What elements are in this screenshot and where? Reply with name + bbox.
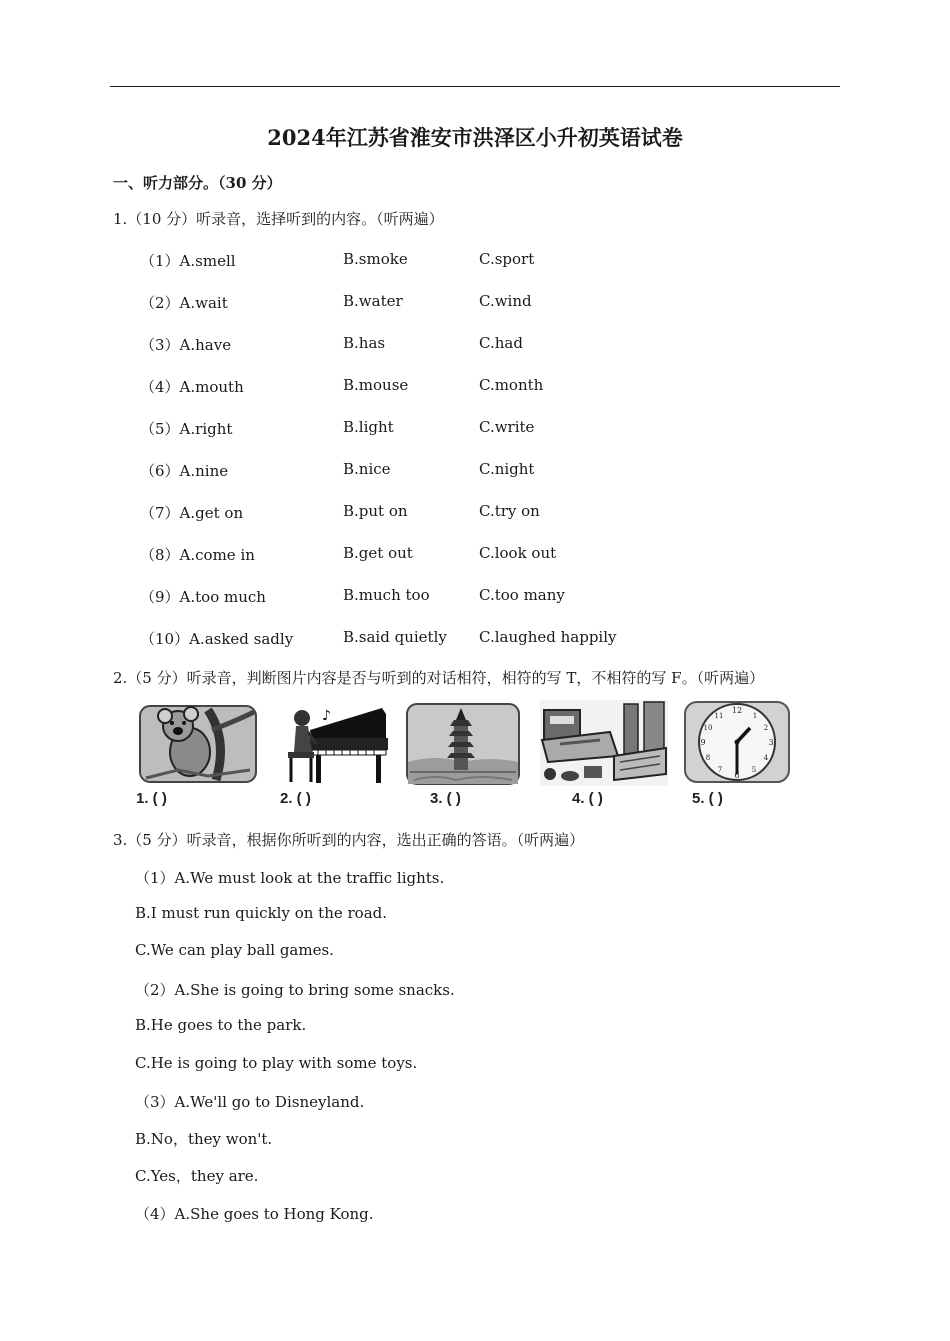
picture-3-label: 3. ( )	[430, 790, 461, 807]
q1-item	[0, 418, 950, 440]
q3-line: B.No，they won't.	[135, 1130, 273, 1148]
svg-text:9: 9	[700, 738, 706, 747]
picture-row	[0, 700, 950, 815]
svg-text:11: 11	[714, 712, 724, 720]
option-c: C.look out	[479, 544, 557, 562]
svg-text:2: 2	[763, 724, 769, 732]
option-a: （4）A.mouth	[140, 378, 244, 396]
q1-item	[0, 628, 950, 650]
option-a: （1）A.smell	[140, 252, 236, 270]
svg-text:12: 12	[731, 706, 743, 715]
option-b: B.water	[343, 292, 403, 310]
koala-icon	[136, 700, 258, 807]
picture-5-label: 5. ( )	[692, 790, 723, 807]
q1-item	[0, 502, 950, 524]
q3-line: C.He is going to play with some toys.	[135, 1054, 418, 1072]
question-2-stem: 2.（5 分）听录音，判断图片内容是否与听到的对话相符，相符的写 T，不相符的写 F。（听两遍）	[113, 669, 765, 687]
q3-line: （2）A.She is going to bring some snacks.	[135, 981, 455, 999]
option-b: B.much too	[343, 586, 430, 604]
picture-2-label: 2. ( )	[280, 790, 311, 807]
option-a: （9）A.too much	[140, 588, 266, 606]
option-c: C.wind	[479, 292, 532, 310]
option-b: B.put on	[343, 502, 408, 520]
q1-item	[0, 376, 950, 398]
q3-line: C.We can play ball games.	[135, 941, 334, 959]
option-c: C.try on	[479, 502, 540, 520]
header-rule	[110, 86, 840, 87]
option-b: B.has	[343, 334, 386, 352]
option-c: C.night	[479, 460, 535, 478]
svg-text:3: 3	[768, 738, 774, 747]
picture-4-label: 4. ( )	[572, 790, 603, 807]
svg-text:1: 1	[752, 712, 758, 720]
option-a: （3）A.have	[140, 336, 232, 354]
svg-text:5: 5	[751, 766, 757, 774]
option-a: （8）A.come in	[140, 546, 255, 564]
page-title: 2024年江苏省淮安市洪泽区小升初英语试卷	[267, 125, 683, 150]
svg-text:7: 7	[717, 766, 723, 774]
option-a: （10）A.asked sadly	[140, 630, 294, 648]
q1-item	[0, 544, 950, 566]
svg-text:10: 10	[703, 724, 713, 732]
clock-icon	[684, 700, 790, 807]
q3-line: B.I must run quickly on the road.	[135, 904, 388, 922]
question-1-stem: 1.（10 分）听录音，选择听到的内容。（听两遍）	[113, 210, 444, 228]
q3-line: B.He goes to the park.	[135, 1016, 307, 1034]
option-c: C.month	[479, 376, 544, 394]
q1-item	[0, 250, 950, 272]
option-a: （6）A.nine	[140, 462, 229, 480]
option-b: B.light	[343, 418, 394, 436]
svg-text:4: 4	[763, 754, 769, 762]
option-b: B.get out	[343, 544, 413, 562]
option-b: B.nice	[343, 460, 391, 478]
q1-item	[0, 460, 950, 482]
q3-line: （4）A.She goes to Hong Kong.	[135, 1205, 374, 1223]
option-c: C.had	[479, 334, 523, 352]
q1-item	[0, 586, 950, 608]
q3-line: （3）A.We'll go to Disneyland.	[135, 1093, 365, 1111]
option-a: （2）A.wait	[140, 294, 228, 312]
section-heading-listening: 一、听力部分。（30 分）	[113, 174, 282, 192]
q1-item	[0, 334, 950, 356]
option-a: （5）A.right	[140, 420, 233, 438]
piano-icon	[280, 700, 392, 807]
q3-line: （1）A.We must look at the traffic lights.	[135, 869, 445, 887]
option-c: C.sport	[479, 250, 535, 268]
option-b: B.smoke	[343, 250, 408, 268]
svg-text:♪: ♪	[322, 708, 331, 724]
q1-item	[0, 292, 950, 314]
q3-line: C.Yes，they are.	[135, 1167, 259, 1185]
option-b: B.mouse	[343, 376, 409, 394]
svg-text:6: 6	[734, 771, 740, 780]
option-b: B.said quietly	[343, 628, 447, 646]
option-a: （7）A.get on	[140, 504, 244, 522]
option-c: C.laughed happily	[479, 628, 617, 646]
question-3-stem: 3.（5 分）听录音，根据你所听到的内容，选出正确的答语。（听两遍）	[113, 831, 585, 849]
option-c: C.write	[479, 418, 535, 436]
option-c: C.too many	[479, 586, 565, 604]
picture-1-label: 1. ( )	[136, 790, 167, 807]
pagoda-icon	[406, 700, 520, 807]
svg-text:8: 8	[705, 754, 711, 762]
bedroom-icon	[540, 700, 668, 807]
